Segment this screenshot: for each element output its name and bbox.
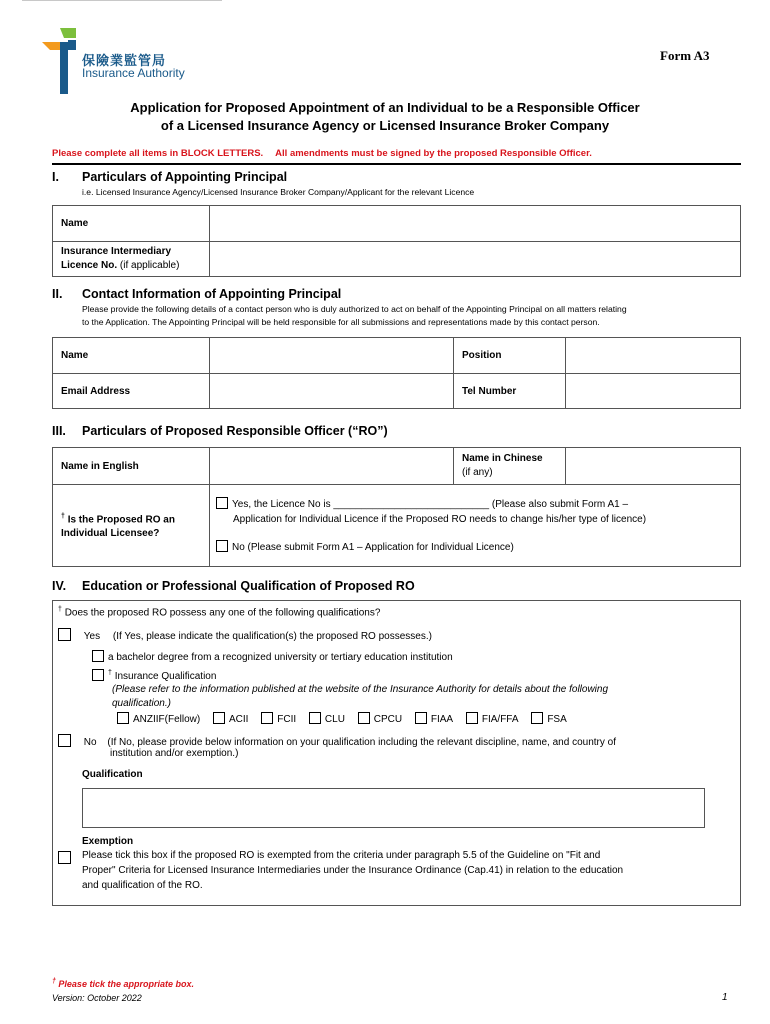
tel-label: Tel Number — [454, 374, 566, 409]
section-3-title: Particulars of Proposed Responsible Officer (“RO”) — [82, 424, 388, 438]
insurance-qualification-option — [92, 669, 216, 682]
qual-anziif — [117, 714, 200, 725]
email-label: Email Address — [53, 374, 210, 409]
dagger-mark: † — [52, 978, 56, 985]
qual-fiaa-checkbox[interactable] — [415, 712, 427, 724]
section-1-table — [52, 205, 741, 277]
name-chinese-label — [454, 448, 566, 485]
dagger-mark: † — [61, 512, 65, 520]
name-english-field[interactable] — [210, 448, 454, 485]
refer-note-line-1: (Please refer to the information published at the website of the Insurance Authority for details about the following — [112, 684, 609, 695]
qual-fia-ffa — [466, 714, 519, 725]
qual-fsa-checkbox[interactable] — [531, 712, 543, 724]
section-2-note-1: Please provide the following details of a contact person who is duly authorized to act on behalf of the Appointing Principal on all matters relating — [82, 304, 627, 314]
yes-text: (If Yes, please indicate the qualification(s) the proposed RO possesses.) — [112, 631, 432, 642]
licensee-yes-option — [216, 497, 732, 512]
licensee-question — [53, 485, 210, 567]
qual-clu-checkbox[interactable] — [309, 712, 321, 724]
licensee-question-line-1: Is the Proposed RO an — [67, 514, 175, 526]
section-4-title: Education or Professional Qualification of Proposed RO — [82, 579, 415, 593]
qual-acii-checkbox[interactable] — [213, 712, 225, 724]
name-english-label: Name in English — [53, 448, 210, 485]
licensee-options — [210, 485, 741, 567]
form-title-line-1: Application for Proposed Appointment of an Individual to be a Responsible Officer — [130, 100, 640, 115]
qual-fiaa — [415, 714, 453, 725]
name-chinese-hint: (if any) — [462, 467, 493, 478]
email-field[interactable] — [210, 374, 454, 409]
no-label: No — [83, 737, 97, 748]
page-number: 1 — [722, 992, 728, 1003]
bachelor-option — [92, 650, 453, 663]
section-4-heading — [52, 579, 415, 593]
qual-fia-ffa-label: FIA/FFA — [481, 714, 519, 725]
section-1-number: I. — [52, 170, 59, 184]
licence-no-label — [53, 242, 210, 277]
contact-name-label: Name — [53, 338, 210, 374]
form-number: Form A3 — [660, 48, 710, 63]
principal-name-field[interactable] — [210, 206, 741, 242]
instructions — [52, 148, 592, 159]
licensee-no-checkbox[interactable] — [216, 540, 228, 552]
qualification-options — [117, 712, 567, 725]
form-title-line-2: of a Licensed Insurance Agency or Licensed Insurance Broker Company — [160, 118, 610, 133]
exemption-text-line-2: Proper" Criteria for Licensed Insurance Intermediaries under the Insurance Ordinance (Cap.41) in relation to the education — [82, 865, 624, 876]
top-rule — [22, 0, 222, 1]
qual-cpcu-checkbox[interactable] — [358, 712, 370, 724]
position-field[interactable] — [566, 338, 741, 374]
insurance-qualification-text: Insurance Qualification — [114, 671, 217, 682]
licensee-no-option — [216, 540, 732, 555]
instruction-amendments: All amendments must be signed by the proposed Responsible Officer. — [275, 148, 592, 159]
section-2-table — [52, 337, 741, 409]
section-1-title: Particulars of Appointing Principal — [82, 170, 288, 184]
instruction-block-letters: Please complete all items in BLOCK LETTERS. — [52, 148, 264, 159]
licence-hint: (if applicable) — [119, 260, 180, 271]
exemption-checkbox[interactable] — [58, 851, 71, 864]
version-text: Version: October 2022 — [52, 993, 142, 1003]
qual-clu — [309, 714, 345, 725]
footer-tick-note — [52, 978, 194, 989]
qualification-label: Qualification — [82, 769, 143, 780]
logo-chinese-name: 保險業監管局 — [82, 53, 167, 68]
contact-name-field[interactable] — [210, 338, 454, 374]
section-2-number: II. — [52, 287, 63, 301]
section-2-heading — [52, 287, 341, 301]
qualification-yes-checkbox[interactable] — [58, 628, 71, 641]
section-2-title: Contact Information of Appointing Principal — [82, 287, 342, 301]
dagger-mark: † — [58, 606, 62, 613]
qual-fcii-checkbox[interactable] — [261, 712, 273, 724]
licensee-question-line-2: Individual Licensee? — [61, 528, 160, 540]
bachelor-text: a bachelor degree from a recognized university or tertiary education institution — [108, 652, 453, 663]
section-3-number: III. — [52, 424, 66, 438]
qualification-question-text: Does the proposed RO possess any one of the following qualifications? — [64, 607, 381, 619]
qual-acii — [213, 714, 248, 725]
exemption-label: Exemption — [82, 836, 134, 847]
licence-label-line-1: Insurance Intermediary — [61, 246, 172, 257]
exemption-text-line-3: and qualification of the RO. — [82, 880, 203, 891]
qual-clu-label: CLU — [324, 714, 345, 725]
qualification-question — [58, 606, 380, 618]
section-2-note-2: to the Application. The Appointing Principal will be held responsible for all submissions and representations made by this contact person. — [82, 317, 600, 327]
qual-anziif-checkbox[interactable] — [117, 712, 129, 724]
qual-anziif-label: ANZIIF(Fellow) — [133, 714, 201, 725]
name-chinese-field[interactable] — [566, 448, 741, 485]
insurance-qualification-checkbox[interactable] — [92, 669, 104, 681]
qual-fia-ffa-checkbox[interactable] — [466, 712, 478, 724]
qual-acii-label: ACII — [229, 714, 249, 725]
exemption-text-line-1: Please tick this box if the proposed RO is exempted from the criteria under paragraph 5.5 of the Guideline on "Fit and — [82, 850, 601, 861]
section-1-heading — [52, 170, 287, 184]
qual-fcii-label: FCII — [277, 714, 297, 725]
dagger-mark: † — [108, 669, 112, 677]
position-label: Position — [454, 338, 566, 374]
qual-fsa-label: FSA — [547, 714, 567, 725]
tel-field[interactable] — [566, 374, 741, 409]
qualification-no-option — [58, 734, 616, 748]
name-chinese-text: Name in Chinese — [462, 453, 543, 464]
qualification-input[interactable] — [82, 788, 705, 828]
licensee-yes-checkbox[interactable] — [216, 497, 228, 509]
header-rule — [52, 163, 741, 165]
qualification-yes-option — [58, 628, 432, 642]
licence-label-line-2: Licence No. — [61, 260, 118, 271]
licensee-no-text: No (Please submit Form A1 – Application for Individual Licence) — [232, 541, 514, 553]
qual-fiaa-label: FIAA — [430, 714, 454, 725]
bachelor-checkbox[interactable] — [92, 650, 104, 662]
qualification-no-checkbox[interactable] — [58, 734, 71, 747]
logo-english-name: Insurance Authority — [82, 66, 185, 80]
licensee-yes-line-1: Yes, the Licence No is ____________________________ (Please also submit Form A1 – — [232, 498, 629, 510]
yes-label: Yes — [83, 631, 101, 642]
section-1-note: i.e. Licensed Insurance Agency/Licensed Insurance Broker Company/Applicant for the relevant Licence — [82, 187, 475, 197]
refer-note-line-2: qualification.) — [112, 698, 171, 709]
licence-no-field[interactable] — [210, 242, 741, 277]
section-3-table — [52, 447, 741, 567]
section-4-number: IV. — [52, 579, 67, 593]
principal-name-label: Name — [53, 206, 210, 242]
qual-cpcu — [358, 714, 402, 725]
no-text-line-2: institution and/or exemption.) — [110, 748, 239, 759]
qual-fcii — [261, 714, 296, 725]
no-text-line-1: (If No, please provide below information on your qualification including the relevant discipline, name, and country of — [107, 737, 616, 748]
qual-fsa — [531, 714, 566, 725]
qual-cpcu-label: CPCU — [373, 714, 403, 725]
tick-note-text: Please tick the appropriate box. — [58, 979, 194, 989]
section-3-heading — [52, 424, 388, 438]
licensee-yes-line-2: Application for Individual Licence if the Proposed RO needs to change his/her type of licence) — [233, 513, 647, 525]
